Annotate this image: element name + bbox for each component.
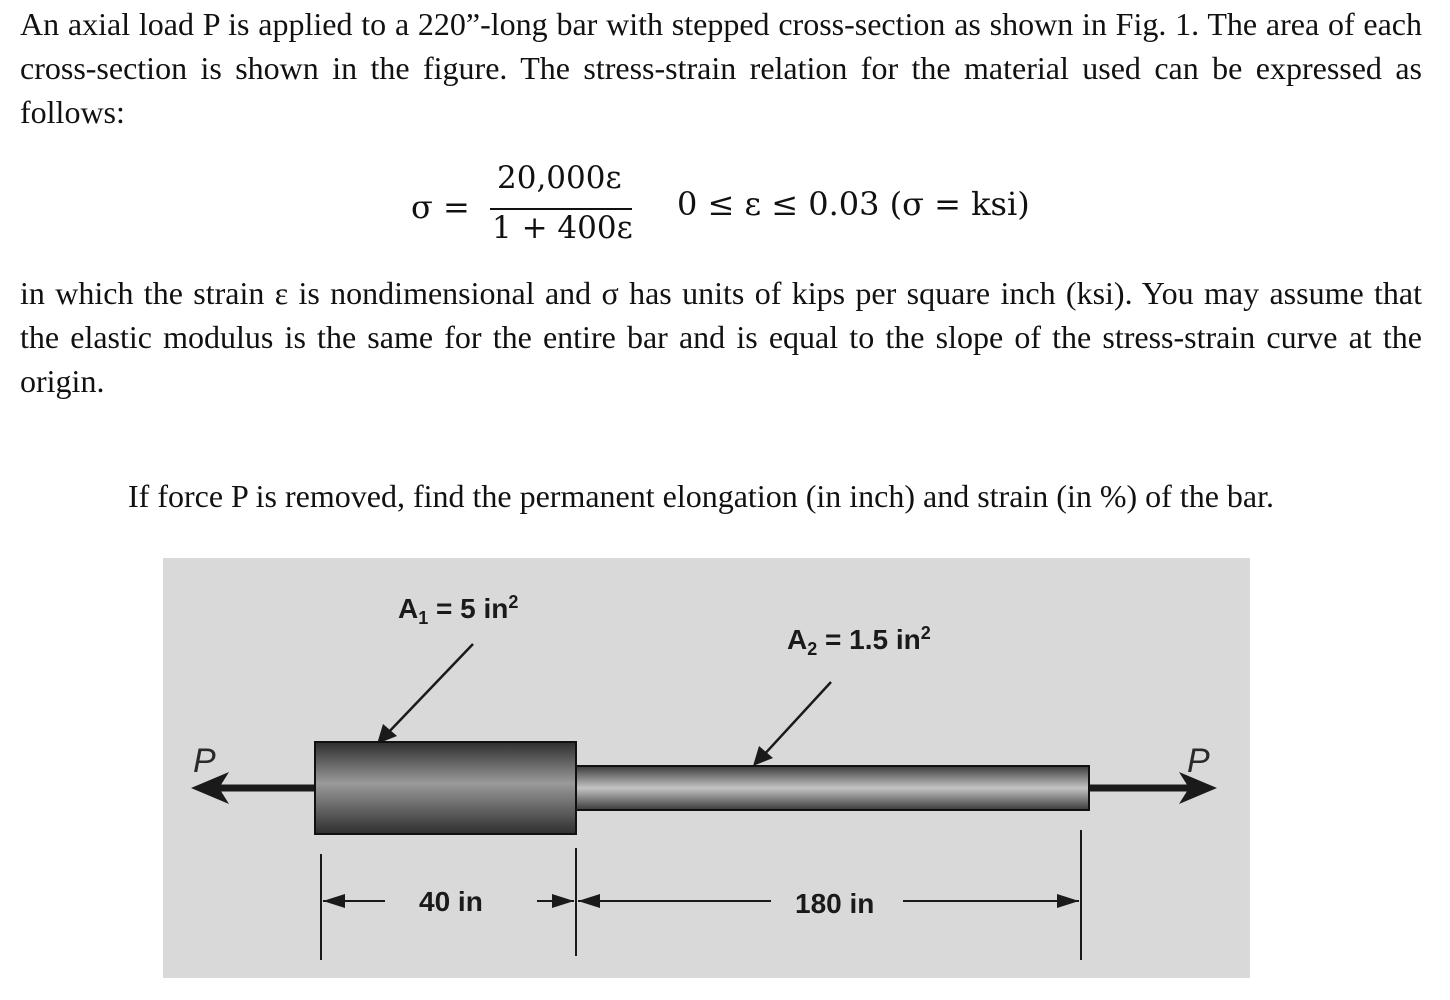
area2-label: $A_2 = 1.5$ $in^2$	[787, 623, 931, 659]
problem-intro: An axial load P is applied to a 220”-long bar with stepped cross-section as shown in Fig. 1. The area of each cross-section is shown in the figure. The stress-strain relation for the material used can be expressed as follows:	[20, 6, 1422, 130]
area1-label: $A_1 = 5$ $in^2$	[398, 592, 519, 628]
problem-explanation: in which the strain ε is nondimensional and σ has units of kips per square inch (ksi). You may assume that the elastic modulus is the same for the entire bar and is equal to the slope of the stress-strain curve at the origin.	[20, 275, 1422, 399]
equation-denominator: 1 + 400ε	[492, 210, 633, 246]
equation-numerator: 20,000ε	[497, 160, 622, 196]
bar-segment-large	[315, 742, 576, 834]
length2-label: 180 in	[795, 888, 875, 919]
load-p-left: P	[193, 742, 216, 780]
bar-segment-small	[576, 766, 1089, 810]
equation-lhs: σ =	[411, 188, 470, 226]
problem-question: If force P is removed, find the permanent elongation (in inch) and strain (in %) of the bar.	[128, 478, 1274, 514]
figure-stepped-bar	[163, 558, 1250, 978]
equation-range: 0 ≤ ε ≤ 0.03 (σ = ksi)	[677, 185, 1030, 223]
length1-label: 40 in	[419, 886, 483, 917]
load-p-right: P	[1187, 742, 1210, 780]
